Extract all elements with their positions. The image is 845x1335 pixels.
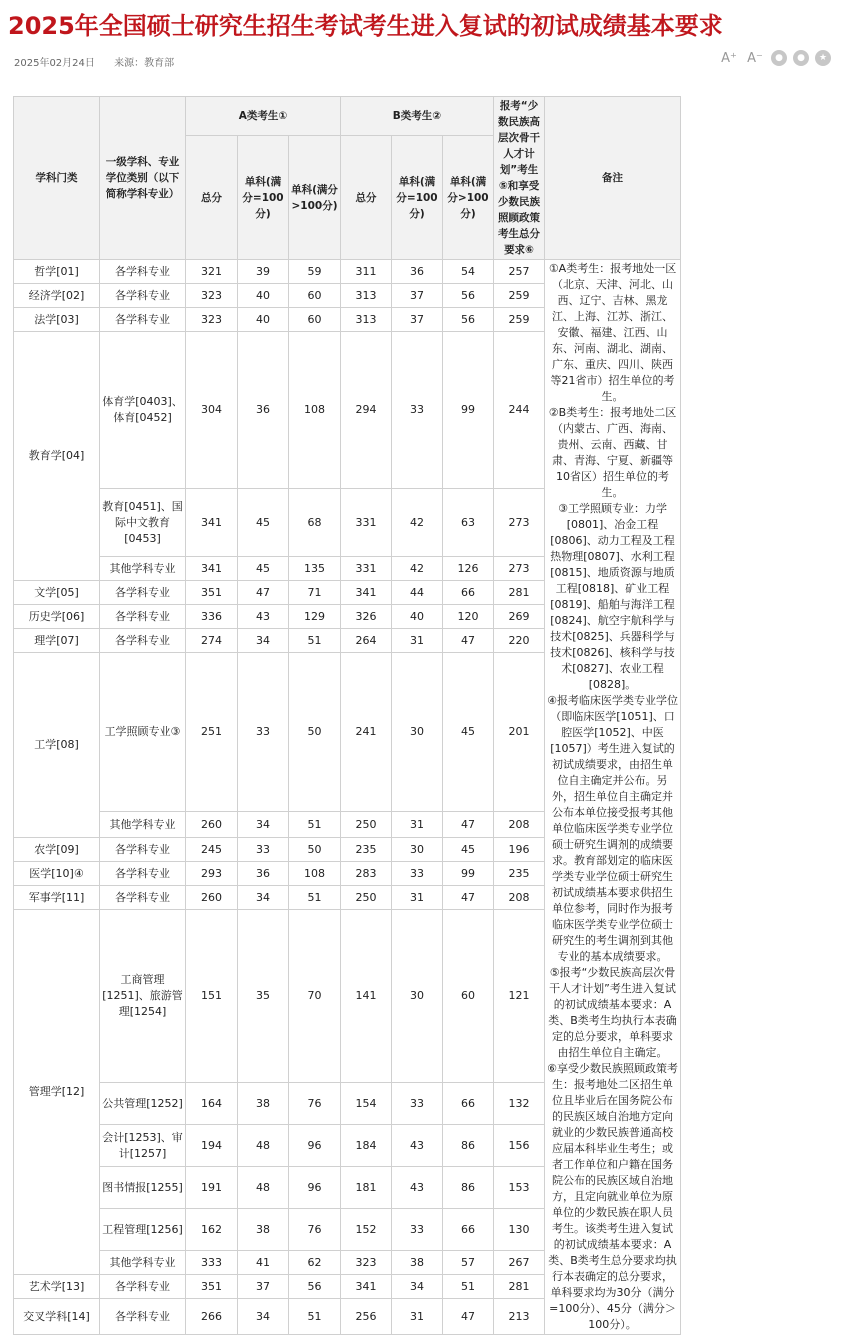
source-label: 来源：教育部 [114, 58, 174, 69]
minority-total-cell: 220 [494, 629, 545, 653]
a-single100-cell: 40 [238, 284, 289, 308]
major-cell: 各学科专业 [100, 581, 186, 605]
remarks-cell [545, 260, 681, 1335]
a-single100-cell: 48 [238, 1125, 289, 1167]
header-a-single-gt100: 单科(满分>100分) [289, 136, 341, 260]
discipline-cell: 农学[09] [14, 838, 100, 862]
major-cell: 工程管理[1256] [100, 1209, 186, 1251]
major-cell: 各学科专业 [100, 605, 186, 629]
b-single-gt100-cell: 57 [443, 1251, 494, 1275]
b-single100-cell: 31 [392, 812, 443, 838]
major-cell: 各学科专业 [100, 629, 186, 653]
minority-total-cell: 235 [494, 862, 545, 886]
minority-total-cell: 213 [494, 1299, 545, 1335]
major-cell: 各学科专业 [100, 260, 186, 284]
a-total-cell: 341 [186, 489, 238, 557]
minority-total-cell: 273 [494, 557, 545, 581]
discipline-cell: 教育学[04] [14, 332, 100, 581]
a-total-cell: 341 [186, 557, 238, 581]
table-row [14, 1083, 845, 1125]
major-cell: 各学科专业 [100, 308, 186, 332]
discipline-cell: 交叉学科[14] [14, 1299, 100, 1335]
a-total-cell: 164 [186, 1083, 238, 1125]
remark-note: ③工学照顾专业：力学[0801]、冶金工程[0806]、动力工程及工程热物理[0807]、水利工程[0815]、地质资源与地质工程[0818]、矿业工程[0819]、船舶与海洋工程[0824]、航空宇航科学与技术[0825]、兵器科学与技术[0826]、核科学与技术[0827]、农业工程[0828]。 [547, 501, 678, 693]
b-single100-cell: 31 [392, 629, 443, 653]
b-single-gt100-cell: 47 [443, 812, 494, 838]
table-row [14, 332, 845, 489]
a-single-gt100-cell: 60 [289, 284, 341, 308]
b-total-cell: 313 [341, 308, 392, 332]
remark-note: ④报考临床医学类专业学位（即临床医学[1051]、口腔医学[1052]、中医[1057]）考生进入复试的初试成绩要求，由招生单位自主确定并公布。另外，招生单位自主确定并公布本单位接受报考其他单位临床医学类专业学位硕士研究生调剂的成绩要求。教育部划定的临床医学类专业学位硕士研究生初试成绩基本要求供招生单位参考，同时作为报考临床医学类专业学位硕士研究生的考生调剂到其他专业的基本成绩要求。 [547, 693, 678, 965]
discipline-cell: 管理学[12] [14, 910, 100, 1275]
b-single100-cell: 44 [392, 581, 443, 605]
a-single-gt100-cell: 51 [289, 1299, 341, 1335]
b-total-cell: 294 [341, 332, 392, 489]
table-row [14, 284, 845, 308]
minority-total-cell: 196 [494, 838, 545, 862]
b-single-gt100-cell: 66 [443, 1083, 494, 1125]
b-single-gt100-cell: 47 [443, 629, 494, 653]
header-a-total: 总分 [186, 136, 238, 260]
discipline-cell: 历史学[06] [14, 605, 100, 629]
a-total-cell: 333 [186, 1251, 238, 1275]
b-single100-cell: 31 [392, 1299, 443, 1335]
b-single100-cell: 42 [392, 557, 443, 581]
minority-total-cell: 208 [494, 886, 545, 910]
a-single-gt100-cell: 108 [289, 862, 341, 886]
a-total-cell: 266 [186, 1299, 238, 1335]
a-total-cell: 251 [186, 653, 238, 812]
remark-note: ②B类考生：报考地处二区（内蒙古、广西、海南、贵州、云南、西藏、甘肃、青海、宁夏、新疆等10省区）招生单位的考生。 [547, 405, 678, 501]
a-single100-cell: 34 [238, 886, 289, 910]
discipline-cell: 文学[05] [14, 581, 100, 605]
a-total-cell: 162 [186, 1209, 238, 1251]
b-single-gt100-cell: 47 [443, 886, 494, 910]
a-single100-cell: 40 [238, 308, 289, 332]
table-row [14, 1299, 845, 1335]
a-single100-cell: 41 [238, 1251, 289, 1275]
table-row [14, 557, 845, 581]
b-single-gt100-cell: 56 [443, 308, 494, 332]
page-title: 2025年全国硕士研究生招生考试考生进入复试的初试成绩基本要求 [8, 6, 723, 41]
a-single-gt100-cell: 108 [289, 332, 341, 489]
a-single-gt100-cell: 96 [289, 1125, 341, 1167]
header-b-total: 总分 [341, 136, 392, 260]
b-total-cell: 341 [341, 581, 392, 605]
table-row [14, 1209, 845, 1251]
minority-total-cell: 121 [494, 910, 545, 1083]
a-single100-cell: 39 [238, 260, 289, 284]
a-single-gt100-cell: 50 [289, 838, 341, 862]
table-row [14, 1251, 845, 1275]
table-row [14, 886, 845, 910]
b-total-cell: 283 [341, 862, 392, 886]
b-single100-cell: 30 [392, 838, 443, 862]
b-single100-cell: 37 [392, 284, 443, 308]
a-total-cell: 274 [186, 629, 238, 653]
major-cell: 图书情报[1255] [100, 1167, 186, 1209]
a-single-gt100-cell: 51 [289, 629, 341, 653]
b-single-gt100-cell: 126 [443, 557, 494, 581]
a-single100-cell: 34 [238, 812, 289, 838]
table-row [14, 260, 845, 284]
a-single100-cell: 33 [238, 838, 289, 862]
a-single-gt100-cell: 129 [289, 605, 341, 629]
score-table [13, 96, 845, 1335]
a-single100-cell: 48 [238, 1167, 289, 1209]
a-total-cell: 336 [186, 605, 238, 629]
major-cell: 各学科专业 [100, 1299, 186, 1335]
major-cell: 各学科专业 [100, 1275, 186, 1299]
a-total-cell: 323 [186, 308, 238, 332]
table-row [14, 1125, 845, 1167]
b-total-cell: 256 [341, 1299, 392, 1335]
a-total-cell: 304 [186, 332, 238, 489]
major-cell: 工学照顾专业③ [100, 653, 186, 812]
a-single100-cell: 45 [238, 557, 289, 581]
wechat-share-icon[interactable]: ● [771, 50, 787, 66]
b-single-gt100-cell: 45 [443, 838, 494, 862]
minority-total-cell: 130 [494, 1209, 545, 1251]
a-single100-cell: 33 [238, 653, 289, 812]
a-single-gt100-cell: 135 [289, 557, 341, 581]
minority-total-cell: 156 [494, 1125, 545, 1167]
b-total-cell: 152 [341, 1209, 392, 1251]
b-single-gt100-cell: 60 [443, 910, 494, 1083]
a-total-cell: 321 [186, 260, 238, 284]
b-total-cell: 313 [341, 284, 392, 308]
discipline-cell: 经济学[02] [14, 284, 100, 308]
a-total-cell: 260 [186, 886, 238, 910]
b-single100-cell: 34 [392, 1275, 443, 1299]
major-cell: 体育学[0403]、体育[0452] [100, 332, 186, 489]
a-total-cell: 323 [186, 284, 238, 308]
b-total-cell: 184 [341, 1125, 392, 1167]
remark-note: ⑤报考“少数民族高层次骨干人才计划”考生进入复试的初试成绩基本要求：A类、B类考生均执行本表确定的总分要求，单科要求由招生单位自主确定。 [547, 965, 678, 1061]
discipline-cell: 工学[08] [14, 653, 100, 838]
a-single-gt100-cell: 70 [289, 910, 341, 1083]
a-single-gt100-cell: 59 [289, 260, 341, 284]
minority-total-cell: 273 [494, 489, 545, 557]
b-total-cell: 250 [341, 812, 392, 838]
remark-note: ①A类考生：报考地处一区（北京、天津、河北、山西、辽宁、吉林、黑龙江、上海、江苏、浙江、安徽、福建、江西、山东、河南、湖北、湖南、广东、重庆、四川、陕西等21省市）招生单位的考生。 [547, 261, 678, 405]
table-row [14, 581, 845, 605]
b-total-cell: 326 [341, 605, 392, 629]
major-cell: 其他学科专业 [100, 557, 186, 581]
table-row [14, 910, 845, 1083]
b-single-gt100-cell: 47 [443, 1299, 494, 1335]
minority-total-cell: 269 [494, 605, 545, 629]
table-row [14, 489, 845, 557]
a-single100-cell: 37 [238, 1275, 289, 1299]
discipline-cell: 医学[10]④ [14, 862, 100, 886]
a-single100-cell: 36 [238, 332, 289, 489]
a-total-cell: 191 [186, 1167, 238, 1209]
discipline-cell: 艺术学[13] [14, 1275, 100, 1299]
b-single100-cell: 43 [392, 1167, 443, 1209]
b-single-gt100-cell: 51 [443, 1275, 494, 1299]
b-single100-cell: 36 [392, 260, 443, 284]
b-single100-cell: 33 [392, 332, 443, 489]
font-decrease-icon[interactable]: A⁻ [745, 51, 765, 66]
minority-total-cell: 208 [494, 812, 545, 838]
table-row [14, 812, 845, 838]
table-row [14, 605, 845, 629]
a-single100-cell: 43 [238, 605, 289, 629]
major-cell: 教育[0451]、国际中文教育[0453] [100, 489, 186, 557]
bookmark-icon[interactable]: ★ [815, 50, 831, 66]
a-single-gt100-cell: 51 [289, 812, 341, 838]
b-single100-cell: 38 [392, 1251, 443, 1275]
discipline-cell: 理学[07] [14, 629, 100, 653]
a-single100-cell: 36 [238, 862, 289, 886]
b-single-gt100-cell: 86 [443, 1167, 494, 1209]
b-single-gt100-cell: 54 [443, 260, 494, 284]
minority-total-cell: 281 [494, 581, 545, 605]
b-single-gt100-cell: 120 [443, 605, 494, 629]
a-total-cell: 151 [186, 910, 238, 1083]
minority-total-cell: 257 [494, 260, 545, 284]
minority-total-cell: 259 [494, 308, 545, 332]
a-single100-cell: 34 [238, 629, 289, 653]
b-single100-cell: 40 [392, 605, 443, 629]
a-single100-cell: 45 [238, 489, 289, 557]
a-single100-cell: 38 [238, 1209, 289, 1251]
table-row [14, 308, 845, 332]
major-cell: 各学科专业 [100, 284, 186, 308]
a-single-gt100-cell: 51 [289, 886, 341, 910]
a-single-gt100-cell: 60 [289, 308, 341, 332]
a-single-gt100-cell: 71 [289, 581, 341, 605]
major-cell: 各学科专业 [100, 862, 186, 886]
header-b-single100: 单科(满分=100分) [392, 136, 443, 260]
b-total-cell: 235 [341, 838, 392, 862]
b-total-cell: 181 [341, 1167, 392, 1209]
minority-total-cell: 244 [494, 332, 545, 489]
b-single-gt100-cell: 66 [443, 1209, 494, 1251]
b-single100-cell: 42 [392, 489, 443, 557]
b-single100-cell: 37 [392, 308, 443, 332]
a-single-gt100-cell: 76 [289, 1209, 341, 1251]
table-row [14, 1167, 845, 1209]
b-single-gt100-cell: 45 [443, 653, 494, 812]
major-cell: 会计[1253]、审计[1257] [100, 1125, 186, 1167]
discipline-cell: 哲学[01] [14, 260, 100, 284]
header-b-class: B类考生② [341, 97, 494, 136]
weibo-share-icon[interactable]: ● [793, 50, 809, 66]
a-total-cell: 293 [186, 862, 238, 886]
major-cell: 各学科专业 [100, 886, 186, 910]
b-total-cell: 141 [341, 910, 392, 1083]
header-a-single100: 单科(满分=100分) [238, 136, 289, 260]
table-row [14, 653, 845, 812]
minority-total-cell: 259 [494, 284, 545, 308]
header-b-single-gt100: 单科(满分>100分) [443, 136, 494, 260]
b-single100-cell: 33 [392, 862, 443, 886]
b-total-cell: 331 [341, 557, 392, 581]
a-single-gt100-cell: 50 [289, 653, 341, 812]
b-total-cell: 241 [341, 653, 392, 812]
b-single-gt100-cell: 66 [443, 581, 494, 605]
minority-total-cell: 281 [494, 1275, 545, 1299]
b-single100-cell: 30 [392, 653, 443, 812]
b-single-gt100-cell: 99 [443, 332, 494, 489]
b-single-gt100-cell: 86 [443, 1125, 494, 1167]
b-total-cell: 341 [341, 1275, 392, 1299]
minority-total-cell: 267 [494, 1251, 545, 1275]
a-total-cell: 260 [186, 812, 238, 838]
b-total-cell: 323 [341, 1251, 392, 1275]
a-total-cell: 351 [186, 1275, 238, 1299]
b-single-gt100-cell: 56 [443, 284, 494, 308]
a-single100-cell: 35 [238, 910, 289, 1083]
a-single100-cell: 47 [238, 581, 289, 605]
article-tools [719, 50, 831, 66]
major-cell: 各学科专业 [100, 838, 186, 862]
header-major: 一级学科、专业学位类别（以下简称学科专业） [100, 97, 186, 260]
discipline-cell: 军事学[11] [14, 886, 100, 910]
header-remarks: 备注 [545, 97, 681, 260]
a-single100-cell: 34 [238, 1299, 289, 1335]
discipline-cell: 法学[03] [14, 308, 100, 332]
b-total-cell: 311 [341, 260, 392, 284]
b-single-gt100-cell: 99 [443, 862, 494, 886]
b-single100-cell: 43 [392, 1125, 443, 1167]
header-a-class: A类考生① [186, 97, 341, 136]
a-single-gt100-cell: 96 [289, 1167, 341, 1209]
b-single100-cell: 33 [392, 1209, 443, 1251]
major-cell: 其他学科专业 [100, 1251, 186, 1275]
header-minority: 报考“少数民族高层次骨干人才计划”考生⑤和享受少数民族照顾政策考生总分要求⑥ [494, 97, 545, 260]
b-single-gt100-cell: 63 [443, 489, 494, 557]
table-row [14, 1275, 845, 1299]
b-single100-cell: 30 [392, 910, 443, 1083]
table-row [14, 629, 845, 653]
header-discipline: 学科门类 [14, 97, 100, 260]
b-total-cell: 250 [341, 886, 392, 910]
a-total-cell: 245 [186, 838, 238, 862]
a-single-gt100-cell: 56 [289, 1275, 341, 1299]
table-row [14, 862, 845, 886]
minority-total-cell: 201 [494, 653, 545, 812]
a-total-cell: 194 [186, 1125, 238, 1167]
a-single100-cell: 38 [238, 1083, 289, 1125]
b-total-cell: 331 [341, 489, 392, 557]
b-single100-cell: 33 [392, 1083, 443, 1125]
major-cell: 其他学科专业 [100, 812, 186, 838]
publish-date: 2025年02月24日 [14, 58, 95, 69]
major-cell: 工商管理[1251]、旅游管理[1254] [100, 910, 186, 1083]
a-single-gt100-cell: 68 [289, 489, 341, 557]
b-total-cell: 154 [341, 1083, 392, 1125]
font-increase-icon[interactable]: A⁺ [719, 51, 739, 66]
major-cell: 公共管理[1252] [100, 1083, 186, 1125]
b-total-cell: 264 [341, 629, 392, 653]
a-single-gt100-cell: 76 [289, 1083, 341, 1125]
b-single100-cell: 31 [392, 886, 443, 910]
minority-total-cell: 132 [494, 1083, 545, 1125]
remark-note: ⑥享受少数民族照顾政策考生：报考地处二区招生单位且毕业后在国务院公布的民族区域自治地方定向就业的少数民族普通高校应届本科毕业生考生；或者工作单位和户籍在国务院公布的民族区域自治地方，且定向就业单位为原单位的少数民族在职人员考生。该类考生进入复试的初试成绩基本要求：A类、B类考生总分要求均执行本表确定的总分要求，单科要求均为30分（满分=100分）、45分（满分＞100分）。 [547, 1061, 678, 1333]
article-meta [14, 54, 190, 69]
a-single-gt100-cell: 62 [289, 1251, 341, 1275]
table-row [14, 838, 845, 862]
minority-total-cell: 153 [494, 1167, 545, 1209]
a-total-cell: 351 [186, 581, 238, 605]
